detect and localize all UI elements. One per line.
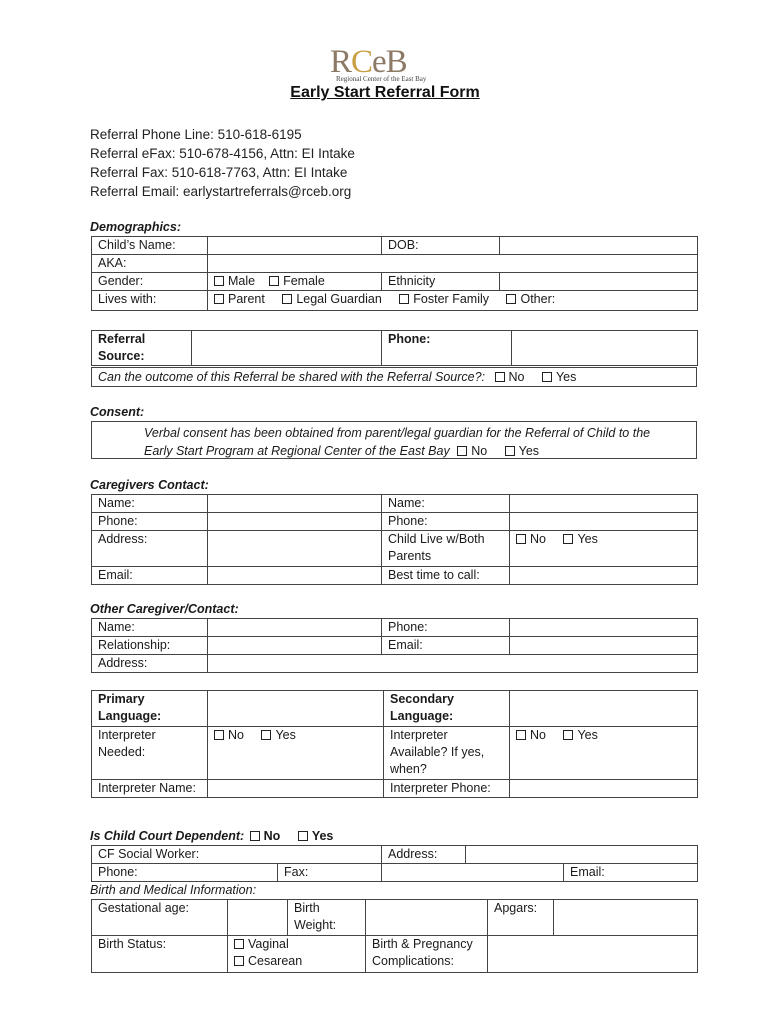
best-time-field[interactable] bbox=[510, 567, 698, 585]
caregiver-email-field[interactable] bbox=[208, 567, 382, 585]
cf-worker-label: CF Social Worker: bbox=[92, 846, 382, 864]
lives-with-label: Lives with: bbox=[92, 291, 208, 311]
apgars-field[interactable] bbox=[554, 900, 698, 936]
court-fax-label: Fax: bbox=[278, 864, 382, 882]
birth-weight-field[interactable] bbox=[366, 900, 488, 936]
other-caregiver-heading: Other Caregiver/Contact: bbox=[90, 602, 239, 616]
other-name-field[interactable] bbox=[208, 619, 382, 637]
caregiver-address-field[interactable] bbox=[208, 531, 382, 567]
court-yes-checkbox[interactable] bbox=[298, 831, 308, 841]
interpreter-available-yes-checkbox[interactable] bbox=[563, 730, 573, 740]
cesarean-checkbox[interactable] bbox=[234, 956, 244, 966]
interpreter-available-label: Interpreter Available? If yes, when? bbox=[384, 727, 510, 780]
aka-label: AKA: bbox=[92, 255, 208, 273]
birth-medical-heading: Birth and Medical Information: bbox=[90, 883, 257, 897]
court-fax-field[interactable] bbox=[382, 864, 564, 882]
referral-phone-field[interactable] bbox=[512, 331, 698, 366]
foster-family-checkbox[interactable] bbox=[399, 294, 409, 304]
share-yes-checkbox[interactable] bbox=[542, 372, 552, 382]
referral-phone-line: Referral Phone Line: 510-618-6195 bbox=[90, 127, 302, 142]
birth-status-label: Birth Status: bbox=[92, 936, 228, 973]
apgars-label: Apgars: bbox=[488, 900, 554, 936]
caregivers-heading: Caregivers Contact: bbox=[90, 478, 209, 492]
other-address-field[interactable] bbox=[208, 655, 698, 673]
court-dependent-row: Is Child Court Dependent: No Yes bbox=[90, 829, 334, 843]
other-address-label: Address: bbox=[92, 655, 208, 673]
demographics-heading: Demographics: bbox=[90, 220, 181, 234]
other-phone-field[interactable] bbox=[510, 619, 698, 637]
interpreter-available-no-checkbox[interactable] bbox=[516, 730, 526, 740]
caregiver-email-label: Email: bbox=[92, 567, 208, 585]
page-title: Early Start Referral Form bbox=[290, 84, 480, 101]
share-no-checkbox[interactable] bbox=[495, 372, 505, 382]
court-dependent-question: Is Child Court Dependent: bbox=[90, 829, 245, 843]
interpreter-needed-label: Interpreter Needed: bbox=[92, 727, 208, 780]
child-live-no-checkbox[interactable] bbox=[516, 534, 526, 544]
referral-phone-label: Phone: bbox=[382, 331, 512, 366]
consent-text-line1: Verbal consent has been obtained from parent/legal guardian for the Referral of Child to the bbox=[144, 426, 651, 440]
caregiver-phone-label: Phone: bbox=[92, 513, 208, 531]
caregiver2-phone-label: Phone: bbox=[382, 513, 510, 531]
other-relationship-label: Relationship: bbox=[92, 637, 208, 655]
consent-yes-checkbox[interactable] bbox=[505, 446, 515, 456]
logo-subtitle: Regional Center of the East Bay bbox=[336, 75, 427, 83]
consent-text-line2: Early Start Program at Regional Center of the East Bay bbox=[144, 444, 450, 458]
share-outcome-question: Can the outcome of this Referral be shared with the Referral Source?: bbox=[98, 370, 486, 384]
other-relationship-field[interactable] bbox=[208, 637, 382, 655]
court-phone-label: Phone: bbox=[92, 864, 278, 882]
legal-guardian-checkbox[interactable] bbox=[282, 294, 292, 304]
other-checkbox[interactable] bbox=[506, 294, 516, 304]
gestational-age-field[interactable] bbox=[228, 900, 288, 936]
complications-field[interactable] bbox=[488, 936, 698, 973]
court-table bbox=[91, 845, 698, 882]
primary-language-field[interactable] bbox=[208, 691, 384, 727]
secondary-language-field[interactable] bbox=[510, 691, 698, 727]
birth-status-options: Vaginal Cesarean bbox=[228, 936, 366, 973]
caregivers-table bbox=[91, 494, 698, 585]
caregiver-name-label: Name: bbox=[92, 495, 208, 513]
court-no-checkbox[interactable] bbox=[250, 831, 260, 841]
interpreter-needed-no-checkbox[interactable] bbox=[214, 730, 224, 740]
best-time-label: Best time to call: bbox=[382, 567, 510, 585]
interpreter-name-label: Interpreter Name: bbox=[92, 780, 208, 798]
secondary-language-label: Secondary Language: bbox=[384, 691, 510, 727]
referral-email-line: Referral Email: earlystartreferrals@rceb.org bbox=[90, 184, 352, 199]
child-live-options: No Yes bbox=[510, 531, 698, 567]
referral-source-field[interactable] bbox=[192, 331, 382, 366]
court-address-label: Address: bbox=[382, 846, 466, 864]
caregiver-name-field[interactable] bbox=[208, 495, 382, 513]
child-name-label: Child’s Name: bbox=[92, 237, 208, 255]
other-name-label: Name: bbox=[92, 619, 208, 637]
referral-source-label: Referral Source: bbox=[92, 331, 192, 366]
ethnicity-field[interactable] bbox=[500, 273, 698, 291]
gender-label: Gender: bbox=[92, 273, 208, 291]
birth-medical-table bbox=[91, 899, 698, 973]
interpreter-phone-field[interactable] bbox=[510, 780, 698, 798]
child-name-field[interactable] bbox=[208, 237, 382, 255]
other-email-field[interactable] bbox=[510, 637, 698, 655]
birth-weight-label: Birth Weight: bbox=[288, 900, 366, 936]
caregiver2-phone-field[interactable] bbox=[510, 513, 698, 531]
interpreter-name-field[interactable] bbox=[208, 780, 384, 798]
other-phone-label: Phone: bbox=[382, 619, 510, 637]
lives-with-options: Parent Legal Guardian Foster Family Other: bbox=[208, 291, 698, 311]
child-live-yes-checkbox[interactable] bbox=[563, 534, 573, 544]
female-checkbox[interactable] bbox=[269, 276, 279, 286]
referral-efax-line: Referral eFax: 510-678-4156, Attn: EI Intake bbox=[90, 146, 355, 161]
gestational-age-label: Gestational age: bbox=[92, 900, 228, 936]
referral-fax-line: Referral Fax: 510-618-7763, Attn: EI Intake bbox=[90, 165, 348, 180]
interpreter-needed-options: No Yes bbox=[208, 727, 384, 780]
other-email-label: Email: bbox=[382, 637, 510, 655]
referral-source-table bbox=[91, 330, 698, 366]
male-checkbox[interactable] bbox=[214, 276, 224, 286]
court-address-field[interactable] bbox=[466, 846, 698, 864]
demographics-table bbox=[91, 236, 698, 311]
caregiver-address-label: Address: bbox=[92, 531, 208, 567]
caregiver-phone-field[interactable] bbox=[208, 513, 382, 531]
aka-field[interactable] bbox=[208, 255, 698, 273]
dob-field[interactable] bbox=[500, 237, 698, 255]
dob-label: DOB: bbox=[382, 237, 500, 255]
rceb-logo: RCeB Regional Center of the East Bay bbox=[330, 44, 427, 83]
interpreter-phone-label: Interpreter Phone: bbox=[384, 780, 510, 798]
consent-no-checkbox[interactable] bbox=[457, 446, 467, 456]
consent-heading: Consent: bbox=[90, 405, 145, 419]
interpreter-available-options: No Yes bbox=[510, 727, 698, 780]
language-table bbox=[91, 690, 698, 798]
consent-box: Verbal consent has been obtained from parent/legal guardian for the Referral of Child to the Early Start Program at Regional Center of the East Bay No Yes bbox=[91, 421, 697, 459]
caregiver2-name-label: Name: bbox=[382, 495, 510, 513]
other-caregiver-table bbox=[91, 618, 698, 673]
primary-language-label: Primary Language: bbox=[92, 691, 208, 727]
parent-checkbox[interactable] bbox=[214, 294, 224, 304]
interpreter-needed-yes-checkbox[interactable] bbox=[261, 730, 271, 740]
child-live-label: Child Live w/Both Parents bbox=[382, 531, 510, 567]
share-outcome-row: Can the outcome of this Referral be shared with the Referral Source?: No Yes bbox=[91, 367, 697, 387]
gender-options: Male Female bbox=[208, 273, 382, 291]
complications-label: Birth & Pregnancy Complications: bbox=[366, 936, 488, 973]
court-email-label: Email: bbox=[564, 864, 698, 882]
caregiver2-name-field[interactable] bbox=[510, 495, 698, 513]
vaginal-checkbox[interactable] bbox=[234, 939, 244, 949]
ethnicity-label: Ethnicity bbox=[382, 273, 500, 291]
